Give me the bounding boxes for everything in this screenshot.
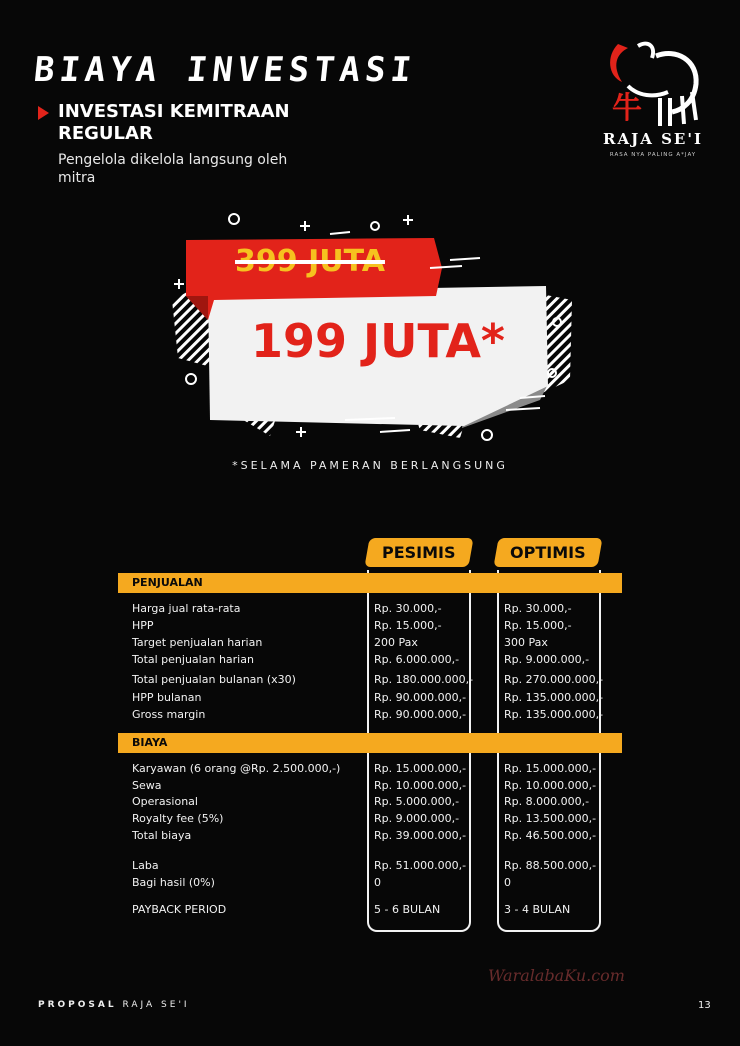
row-label: PAYBACK PERIOD [132,903,227,916]
row-value-pesimis: 0 [374,876,381,889]
new-price: 199 JUTA* [251,314,505,368]
row-value-optimis: 300 Pax [504,636,548,649]
row-label: Target penjualan harian [132,636,263,649]
row-value-optimis: 3 - 4 BULAN [504,903,571,916]
row-label: Total penjualan bulanan (x30) [132,673,296,686]
row-label: Royalty fee (5%) [132,812,224,825]
row-value-pesimis: Rp. 30.000,- [374,602,442,615]
row-value-pesimis: Rp. 6.000.000,- [374,653,460,666]
section-band-biaya: BIAYA [118,733,622,753]
column-header-pesimis: PESIMIS [364,538,473,567]
row-label: Bagi hasil (0%) [132,876,215,889]
row-label: HPP [132,619,154,632]
row-value-optimis: Rp. 46.500.000,- [504,829,597,842]
row-label: Laba [132,859,159,872]
page-title: BIAYA INVESTASI [31,50,419,90]
row-value-optimis: Rp. 135.000.000,- [504,708,604,721]
section-band-penjualan: PENJUALAN [118,573,622,593]
footer-label: PROPOSAL RAJA SE'I [38,1000,190,1010]
row-value-optimis: Rp. 13.500.000,- [504,812,597,825]
row-value-pesimis: Rp. 9.000.000,- [374,812,460,825]
row-value-optimis: Rp. 270.000.000,- [504,673,604,686]
row-value-optimis: Rp. 8.000.000,- [504,795,590,808]
row-label: Total penjualan harian [132,653,254,666]
row-label: Total biaya [132,829,192,842]
row-label: Gross margin [132,708,206,721]
promo-graphic [0,200,740,450]
row-value-pesimis: Rp. 15.000,- [374,619,442,632]
row-label: HPP bulanan [132,691,202,704]
row-value-pesimis: Rp. 10.000.000,- [374,779,467,792]
row-value-pesimis: 5 - 6 BULAN [374,903,441,916]
row-value-pesimis: Rp. 90.000.000,- [374,691,467,704]
row-value-optimis: Rp. 15.000.000,- [504,762,597,775]
logo-glyph: 牛 [612,91,642,126]
page-number: 13 [698,1000,711,1011]
row-value-optimis: Rp. 9.000.000,- [504,653,590,666]
logo-name: RAJA SE'I [603,130,703,148]
watermark: WaralabaKu.com [488,966,625,985]
row-value-pesimis: Rp. 180.000.000,- [374,673,474,686]
row-value-optimis: Rp. 135.000.000,- [504,691,604,704]
row-label: Karyawan (6 orang @Rp. 2.500.000,-) [132,762,341,775]
row-value-pesimis: 200 Pax [374,636,418,649]
row-label: Harga jual rata-rata [132,602,241,615]
logo-tagline: RASA NYA PALING A*JAY [609,152,697,158]
row-label: Operasional [132,795,198,808]
old-price: 399 JUTA [235,244,385,279]
row-value-pesimis: Rp. 90.000.000,- [374,708,467,721]
bull-icon [598,36,708,132]
row-value-optimis: Rp. 88.500.000,- [504,859,597,872]
brand-logo [598,36,708,186]
row-value-pesimis: Rp. 39.000.000,- [374,829,467,842]
play-arrow-icon [38,106,49,120]
row-value-pesimis: Rp. 15.000.000,- [374,762,467,775]
section-description: Pengelola dikelola langsung oleh mitra [58,152,288,186]
row-value-optimis: 0 [504,876,511,889]
row-value-optimis: Rp. 15.000,- [504,619,572,632]
row-value-optimis: Rp. 10.000.000,- [504,779,597,792]
row-value-pesimis: Rp. 5.000.000,- [374,795,460,808]
column-header-optimis: OPTIMIS [493,538,602,567]
section-subtitle: INVESTASI KEMITRAAN REGULAR [58,101,290,144]
row-label: Sewa [132,779,162,792]
row-value-pesimis: Rp. 51.000.000,- [374,859,467,872]
row-value-optimis: Rp. 30.000,- [504,602,572,615]
promo-note: *SELAMA PAMERAN BERLANGSUNG [232,459,508,472]
